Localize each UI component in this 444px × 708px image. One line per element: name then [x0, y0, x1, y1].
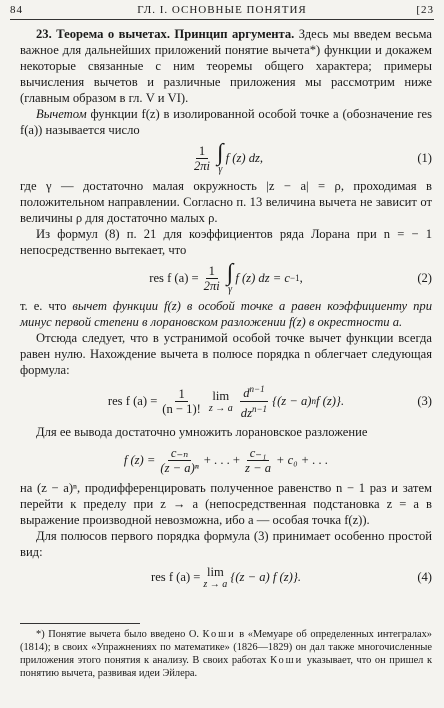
eq4-term1: [157, 446, 201, 475]
paragraph-laurent: Из формул (8) п. 21 для коэффициентов ряда Лорана при n = − 1 непосредственно вытекает, что: [20, 227, 432, 257]
eq2-number: (2): [417, 271, 432, 285]
paragraph-definition: [20, 106, 432, 138]
eq1-number: (1): [417, 151, 432, 165]
eq1-frac-den: 2πi: [193, 158, 211, 173]
eq3-body-end: f (z)}.: [315, 394, 345, 408]
eq3-d-den-sup: n−1: [251, 403, 268, 414]
main-text: [20, 26, 432, 594]
eq4-term2: [242, 446, 274, 475]
eq4-tail: + c₀ + . . .: [276, 453, 329, 467]
intro-text: Здесь мы введем весьма важное для дальнейших приложений понятие вычета*) функции и докажем некоторые связанные с ним теоремы общего характера; примеры вычисления вычетов и различные приложения мы рассмотрим ниже (главным образом в гл. V и VI).: [20, 27, 432, 105]
eq3-lim-word: lim: [212, 389, 230, 403]
eq3-fraction: [159, 387, 204, 416]
footnote-part3: указывает, что он пришел к понятию вычета, развивая идеи Эйлера.: [20, 655, 432, 679]
header-rule: [10, 19, 434, 20]
eq3-body-sup: n: [311, 396, 316, 406]
eq2-integral-sign: ∫ γ: [226, 260, 234, 295]
theorem-lead: т. е. что: [20, 299, 73, 313]
eq4-mid: + . . . +: [203, 453, 241, 467]
eq5-lim-sub: z → a: [203, 579, 228, 590]
equation-3: [20, 378, 432, 424]
eq2-frac-den: 2πi: [203, 278, 220, 293]
page-number: 84: [10, 4, 23, 16]
paragraph-intro: [20, 26, 432, 106]
eq3-number: (3): [417, 394, 432, 408]
footnote-author-2: Коши: [270, 655, 304, 666]
eq3-body: {(z − a): [272, 394, 312, 408]
eq3-d-num: d: [243, 386, 250, 401]
eq3-derivative: [238, 382, 270, 419]
eq3-frac-num: 1: [175, 387, 187, 402]
paragraph-differentiate: на (z − a)ⁿ, продифференцировать полученное равенство n − 1 раз и затем перейти к пределу при z → a (непосредственная подстановка z = a в выражение производной невозможна, ибо a — особая точка f(z)).: [20, 481, 432, 527]
eq4-t1-num: c₋ₙ: [168, 446, 191, 461]
eq5-lim-word: lim: [206, 565, 224, 579]
footnote-text: [20, 628, 432, 680]
footnote: [20, 628, 432, 680]
equation-4: [20, 560, 432, 594]
section-reference: [23: [416, 4, 434, 16]
eq5-body: {(z − a) f (z)}.: [230, 570, 301, 584]
eq4-t2-num: c₋₁: [247, 446, 270, 461]
eq4-t2-den: z − a: [245, 460, 272, 475]
paragraph-theorem: [20, 298, 432, 330]
footnote-rule: [20, 623, 140, 624]
definition-text: функции f(z) в изолированной особой точке a (обозначение res f(a)) называется число: [20, 107, 432, 137]
equation-1: [20, 138, 432, 178]
eq3-lim-sub: z → a: [208, 403, 233, 414]
eq2-lhs: res f (a) =: [149, 271, 199, 285]
section-heading: 23. Теорема о вычетах. Принцип аргумента.: [36, 27, 295, 41]
footnote-part2: в «Мемуаре об определенных интегралах» (1814); в своих «Упражнениях по математике» (1826—1829) он дал также многочисленные приложения этого понятия к анализу. В своих работах: [20, 629, 432, 666]
eq2-rhs-sub: −1: [290, 273, 300, 283]
definition-term: Вычетом: [36, 107, 87, 121]
eq3-limit: [209, 388, 233, 414]
eq4-lhs: f (z) =: [123, 453, 156, 467]
paragraph-derivation: Для ее вывода достаточно умножить лорановское разложение: [36, 425, 368, 439]
eq2-rhs: f (z) dz = c: [235, 271, 291, 285]
footnote-author: Коши: [202, 629, 236, 640]
running-header: [10, 4, 434, 20]
eq3-lhs: res f (a) =: [107, 394, 158, 408]
eq3-d-num-sup: n−1: [249, 384, 265, 395]
eq1-fraction: [191, 144, 213, 173]
footnote-part1: *) Понятие вычета было введено О.: [36, 629, 203, 640]
eq2-fraction: [201, 264, 223, 293]
eq2-frac-num: 1: [206, 264, 218, 279]
eq5-number: (4): [417, 570, 432, 584]
eq3-frac-den: (n − 1)!: [162, 401, 201, 416]
equation-laurent: [20, 440, 432, 480]
eq2-tail: ,: [299, 271, 303, 285]
eq1-integrand: f (z) dz,: [225, 151, 264, 165]
equation-2: [20, 258, 432, 298]
eq3-d-den: dz: [240, 405, 252, 420]
eq5-lhs: res f (a) =: [151, 570, 201, 584]
eq1-integral-sign: ∫ γ: [217, 140, 224, 175]
chapter-title: ГЛ. I. ОСНОВНЫЕ ПОНЯТИЯ: [137, 4, 307, 16]
eq4-t1-den: (z − a)ⁿ: [160, 460, 199, 475]
paragraph-contour: где γ — достаточно малая окружность |z − a| = ρ, проходимая в положительном направлении. Согласно п. 13 величина вычета не зависит от величины ρ для достаточно малых ρ.: [20, 179, 432, 225]
eq5-limit: [203, 564, 227, 590]
eq2-integral-contour: γ: [228, 284, 233, 295]
paragraph-pole: Отсюда следует, что в устранимой особой точке вычет функции всегда равен нулю. Нахождение вычета в полюсе порядка n облегчает следующая формула:: [20, 331, 432, 377]
eq1-frac-num: 1: [196, 144, 208, 159]
paragraph-simple-pole: Для полюсов первого порядка формула (3) принимает особенно простой вид:: [20, 529, 432, 559]
theorem-statement: вычет функции f(z) в особой точке a равен коэффициенту при минус первой степени в лорановском разложении f(z) в окрестности a.: [20, 299, 432, 329]
eq1-integral-contour: γ: [218, 164, 223, 175]
